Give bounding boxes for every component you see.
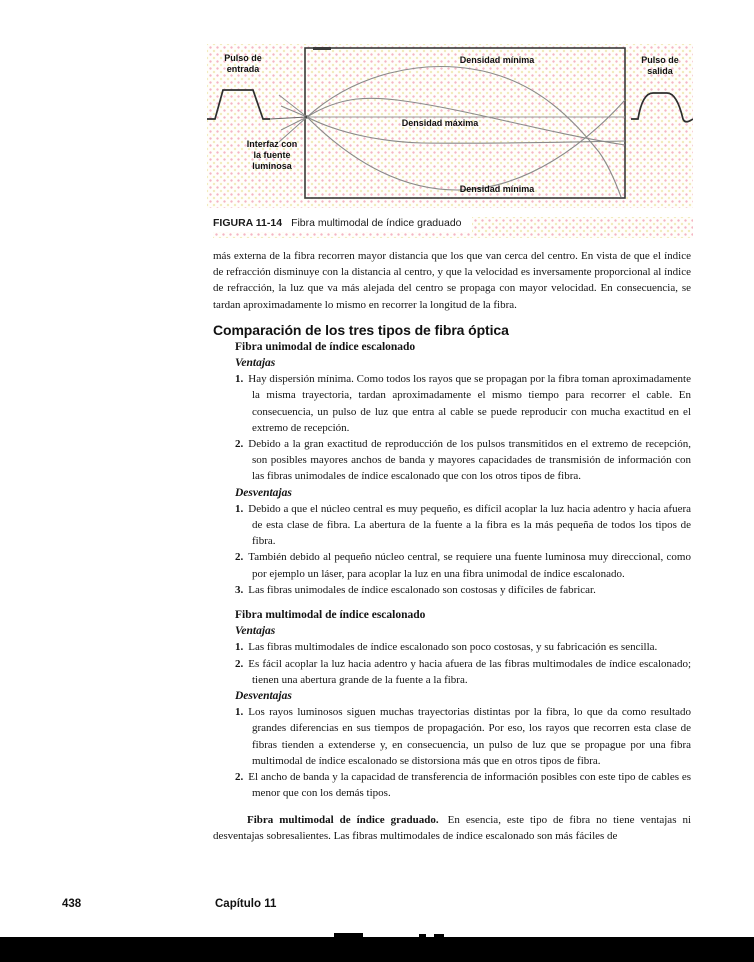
item-text: Debido a que el núcleo central es muy pequeño, es difícil acoplar la luz hacia adentro y hacia afuera de esta clase de fibra. La abertura de la fuente a la fibra es la más pequeña de todos los tipos de fibra. bbox=[248, 502, 691, 548]
scan-smudge bbox=[313, 47, 331, 50]
list-item bbox=[235, 639, 691, 655]
run-in-heading: Fibra multimodal de índice graduado. bbox=[247, 813, 439, 826]
list-item bbox=[235, 501, 691, 550]
page-number: 438 bbox=[62, 898, 82, 910]
subsection-heading: Fibra unimodal de índice escalonado bbox=[235, 340, 416, 353]
figure-caption bbox=[213, 217, 472, 232]
ray-path-top bbox=[307, 67, 621, 197]
list-item bbox=[235, 704, 691, 769]
section-heading: Comparación de los tres tipos de fibra óptica bbox=[213, 321, 509, 338]
item-number: 2. bbox=[235, 771, 244, 784]
item-number: 3. bbox=[235, 583, 244, 596]
figure-number: FIGURA 11-14 bbox=[213, 217, 283, 229]
item-number: 2. bbox=[235, 551, 244, 564]
list-item bbox=[235, 582, 691, 598]
body-copy bbox=[213, 248, 691, 844]
output-pulse-label: Pulso de salida bbox=[641, 55, 679, 76]
light-source-interface-label: Interfaz con la fuente luminosa bbox=[246, 139, 298, 171]
item-text: También debido al pequeño núcleo central, se requiere una fuente luminosa muy direccional, como por ejemplo un láser, para acoplar la luz en una fibra unimodal de índice escalonado. bbox=[248, 551, 691, 580]
item-text: Es fácil acoplar la luz hacia adentro y hacia afuera de las fibras multimodales de índice escalonado; tienen una abertura grande de la fuente a la fibra. bbox=[248, 657, 691, 686]
density-min-top-label: Densidad mínima bbox=[459, 55, 535, 65]
item-number: 2. bbox=[235, 438, 244, 451]
figure-caption-strip bbox=[213, 217, 693, 238]
item-number: 2. bbox=[235, 657, 244, 670]
output-pulse-waveform bbox=[631, 93, 693, 122]
item-text: Las fibras unimodales de índice escalonado son costosas y difíciles de fabricar. bbox=[248, 583, 596, 596]
list-item bbox=[235, 549, 691, 581]
item-number: 1. bbox=[235, 502, 244, 515]
final-paragraph-text: En esencia, este tipo de fibra no tiene ventajas ni desventajas sobresalientes. Las fibras multimodales de índice escalonado son más fáciles de bbox=[213, 813, 691, 842]
figure-11-14 bbox=[207, 44, 693, 208]
figure-caption-text: Fibra multimodal de índice graduado bbox=[291, 217, 462, 229]
list-item bbox=[235, 436, 691, 485]
list-item bbox=[235, 656, 691, 688]
item-number: 1. bbox=[235, 373, 244, 386]
group-label-desventajas: Desventajas bbox=[235, 690, 292, 703]
density-max-label: Densidad máxima bbox=[401, 118, 479, 128]
item-text: El ancho de banda y la capacidad de transferencia de información posibles con este tipo de cables es menor que con los demás tipos. bbox=[248, 771, 691, 800]
input-connector-line bbox=[270, 117, 307, 119]
ray-path-bottom bbox=[307, 100, 625, 190]
item-number: 1. bbox=[235, 706, 244, 719]
density-min-bottom-label: Densidad mínima bbox=[459, 184, 535, 194]
item-text: Debido a la gran exactitud de reproducción de los pulsos transmitidos en el extremo de recepción, son posibles mayores anchos de banda y mayores capacidades de transmisión de información con las fibras unimodales de índice escalonado que con los otros tipos de fibra. bbox=[248, 438, 691, 483]
group-label-ventajas: Ventajas bbox=[235, 357, 276, 370]
item-text: Los rayos luminosos siguen muchas trayectorias distintas por la fibra, lo que da como resultado grandes diferencias en sus tiempos de propagación. Por eso, los rayos que recorren esta clase de fibras tienden a extenderse y, en consecuencia, un pulso de luz que se propague por una fibra multimodal de índice escalonado se distorsiona más que en otros tipos de fibra. bbox=[248, 706, 691, 767]
item-number: 1. bbox=[235, 641, 244, 654]
input-pulse-label: Pulso de entrada bbox=[224, 53, 262, 74]
scan-black-bar bbox=[0, 937, 754, 962]
group-label-ventajas: Ventajas bbox=[235, 625, 276, 638]
list-item bbox=[235, 371, 691, 436]
final-paragraph bbox=[213, 812, 691, 844]
subsection-unimodal bbox=[235, 339, 691, 802]
list-item bbox=[235, 769, 691, 801]
item-text: Hay dispersión mínima. Como todos los rayos que se propagan por la fibra toman aproximadamente la misma trayectoria, tardan aproximadamente el mismo tiempo para recorrer el cable. En consecuencia, un pulso de luz que entra al cable se puede reproducir con mucha exactitud en el extremo de recepción. bbox=[248, 373, 691, 434]
chapter-label: Capítulo 11 bbox=[215, 898, 277, 910]
item-text: Las fibras multimodales de índice escalonado son poco costosas, y su fabricación es sencilla. bbox=[248, 641, 658, 654]
group-label-desventajas: Desventajas bbox=[235, 486, 292, 499]
input-pulse-waveform bbox=[207, 90, 270, 119]
intro-paragraph: más externa de la fibra recorren mayor distancia que los que van cerca del centro. En vista de que el índice de refracción disminuye con la distancia al centro, y que la velocidad es inversamente proporcional al índice de refracción, la luz que va más alejada del centro se propaga con mayor velocidad. En consecuencia, se tardan aproximadamente lo mismo en recorrer la longitud de la fibra. bbox=[213, 250, 691, 311]
subsection-heading: Fibra multimodal de índice escalonado bbox=[235, 609, 426, 622]
